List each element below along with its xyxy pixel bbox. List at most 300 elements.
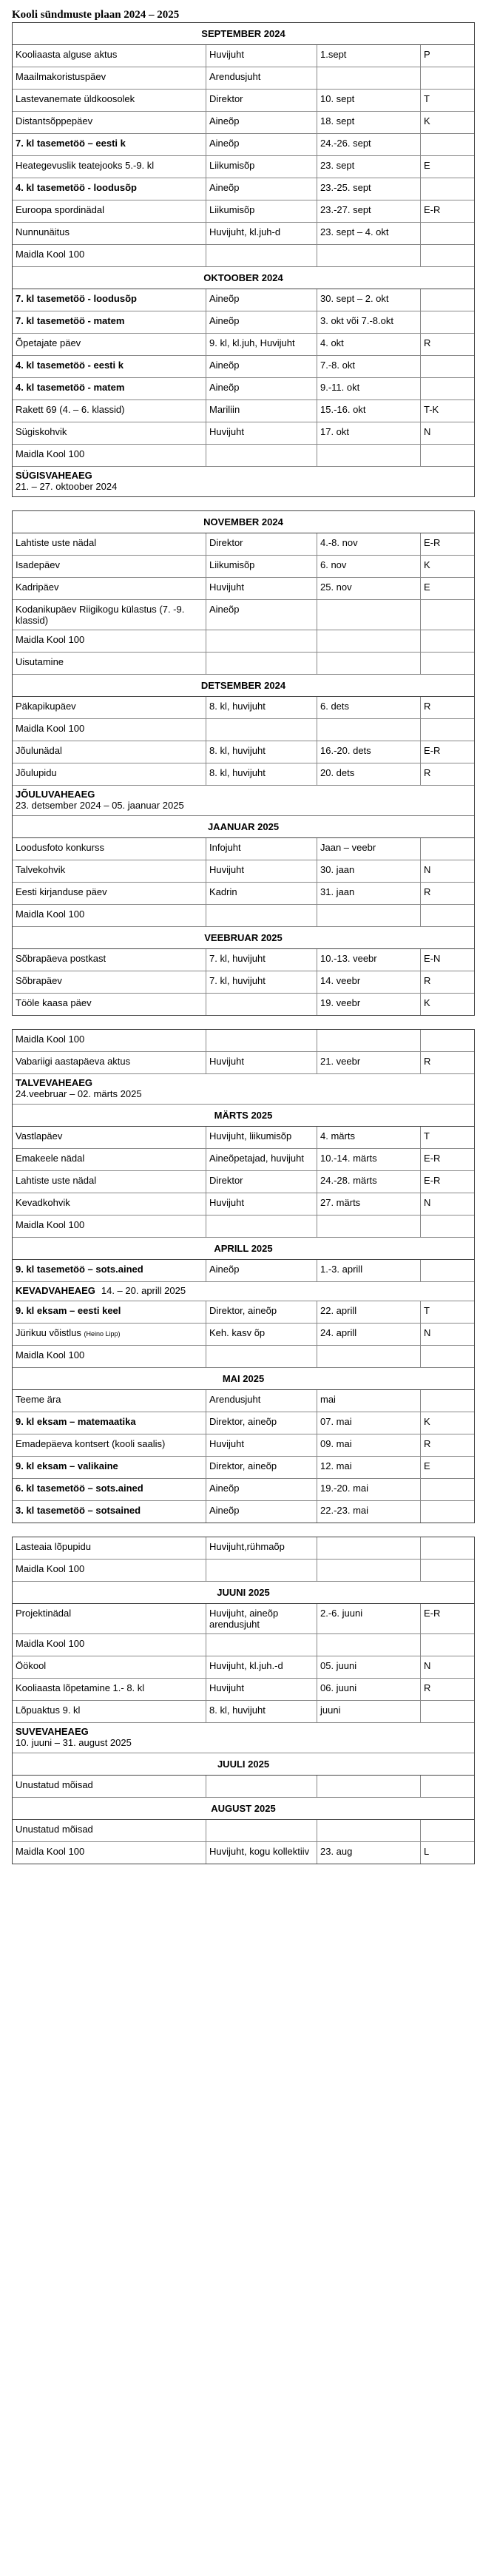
section-gap	[12, 1016, 475, 1029]
event-name: 7. kl tasemetöö - loodusõp	[16, 293, 137, 304]
weekday-cell: L	[424, 1846, 430, 1857]
responsible-cell	[206, 1560, 317, 1581]
responsible-cell: Keh. kasv õp	[206, 1324, 317, 1345]
date-cell: 30. jaan	[317, 860, 421, 882]
weekday-cell	[421, 1776, 474, 1797]
event-name: Kevadkohvik	[16, 1197, 70, 1208]
event-cell	[13, 630, 206, 652]
vacation-title: TALVEVAHEAEG	[16, 1077, 93, 1088]
date-cell: 24. aprill	[317, 1324, 421, 1345]
event-cell	[13, 67, 206, 89]
date-cell	[317, 1215, 421, 1237]
weekday-cell	[421, 1701, 474, 1722]
table-row	[13, 697, 474, 719]
event-name: Projektinädal	[16, 1608, 72, 1619]
event-cell	[13, 1560, 206, 1581]
vacation-dates: 24.veebruar – 02. märts 2025	[16, 1088, 142, 1099]
event-name: 4. kl tasemetöö - matem	[16, 382, 125, 393]
event-name: Õpetajate päev	[16, 337, 81, 348]
responsible-cell: Liikumisõp	[206, 156, 317, 178]
weekday-cell	[421, 905, 474, 926]
event-cell	[13, 422, 206, 444]
responsible-cell: Huvijuht	[206, 860, 317, 882]
weekday-cell: R	[424, 1056, 431, 1067]
table-row	[13, 1412, 474, 1434]
event-name: Kooliaasta lõpetamine 1.- 8. kl	[16, 1682, 145, 1693]
date-cell	[317, 1560, 421, 1581]
event-cell	[13, 1537, 206, 1559]
event-cell	[13, 533, 206, 555]
weekday-cell	[421, 245, 474, 266]
weekday-cell: E-R	[424, 745, 441, 756]
date-cell: 6. dets	[317, 697, 421, 718]
date-cell	[317, 719, 421, 741]
responsible-cell	[206, 719, 317, 741]
date-cell	[317, 1537, 421, 1559]
event-name: Maidla Kool 100	[16, 1034, 85, 1045]
event-name: Maidla Kool 100	[16, 1219, 85, 1230]
weekday-cell: R	[424, 886, 431, 897]
responsible-cell: Huvijuht, aineõp arendusjuht	[206, 1604, 317, 1633]
table-row	[13, 1679, 474, 1701]
weekday-cell: N	[424, 864, 431, 875]
event-name: Kodanikupäev Riigikogu külastus (7. -9. klassid)	[16, 604, 185, 626]
table-row	[13, 653, 474, 675]
table-row	[13, 1052, 474, 1074]
event-cell	[13, 334, 206, 355]
weekday-cell: N	[424, 1197, 431, 1208]
weekday-cell: R	[424, 337, 431, 348]
event-cell	[13, 1052, 206, 1073]
date-cell: 10.-13. veebr	[317, 949, 421, 971]
date-cell: 23.-27. sept	[317, 200, 421, 222]
table-row	[13, 1346, 474, 1368]
event-cell	[13, 378, 206, 399]
table-row	[13, 838, 474, 860]
responsible-cell: Huvijuht, liikumisõp	[206, 1127, 317, 1148]
event-cell	[13, 134, 206, 155]
responsible-cell: Aineõp	[206, 1479, 317, 1500]
weekday-cell: T	[424, 93, 430, 104]
event-name: Maidla Kool 100	[16, 1349, 85, 1361]
event-name: Talvekohvik	[16, 864, 66, 875]
month-header: NOVEMBER 2024	[13, 511, 474, 533]
section-gap	[12, 497, 475, 510]
event-name: 9. kl eksam – matemaatika	[16, 1416, 136, 1427]
responsible-cell: Aineõp	[206, 356, 317, 377]
weekday-cell: T	[424, 1305, 430, 1316]
date-cell: 20. dets	[317, 763, 421, 785]
event-cell	[13, 860, 206, 882]
event-name: Emadepäeva kontsert (kooli saalis)	[16, 1438, 166, 1449]
event-cell	[13, 905, 206, 926]
responsible-cell: Liikumisõp	[206, 556, 317, 577]
event-cell	[13, 949, 206, 971]
weekday-cell	[421, 1634, 474, 1656]
table-row	[13, 741, 474, 763]
table-row	[13, 67, 474, 90]
responsible-cell: 7. kl, huvijuht	[206, 971, 317, 993]
event-name: 9. kl eksam – valikaine	[16, 1460, 118, 1471]
date-cell: 3. okt või 7.-8.okt	[317, 311, 421, 333]
weekday-cell	[421, 719, 474, 741]
table-row	[13, 356, 474, 378]
table-row	[13, 45, 474, 67]
vacation-title: JÕULUVAHEAEG	[16, 789, 95, 800]
weekday-cell: N	[424, 1660, 431, 1671]
event-name: 7. kl tasemetöö - matem	[16, 315, 125, 326]
event-name: 7. kl tasemetöö – eesti k	[16, 138, 126, 149]
responsible-cell: Huvijuht	[206, 1193, 317, 1215]
date-cell: 09. mai	[317, 1434, 421, 1456]
event-name: 6. kl tasemetöö – sots.ained	[16, 1483, 143, 1494]
event-name: Tööle kaasa päev	[16, 997, 92, 1008]
weekday-cell: E	[424, 1460, 430, 1471]
responsible-cell	[206, 905, 317, 926]
event-name: Kooliaasta alguse aktus	[16, 49, 118, 60]
date-cell: 07. mai	[317, 1412, 421, 1434]
weekday-cell: K	[424, 559, 430, 570]
date-cell: 17. okt	[317, 422, 421, 444]
responsible-cell: Aineõp	[206, 289, 317, 311]
event-cell	[13, 1604, 206, 1633]
month-header: AUGUST 2025	[13, 1798, 474, 1820]
weekday-cell: E-R	[424, 1608, 441, 1619]
responsible-cell: 8. kl, huvijuht	[206, 741, 317, 763]
date-cell	[317, 445, 421, 466]
event-cell	[13, 289, 206, 311]
date-cell: 31. jaan	[317, 883, 421, 904]
event-cell	[13, 311, 206, 333]
event-name: Unustatud mõisad	[16, 1824, 93, 1835]
date-cell: 4. okt	[317, 334, 421, 355]
vacation-row	[13, 1074, 474, 1105]
event-cell	[13, 1301, 206, 1323]
date-cell	[317, 67, 421, 89]
event-name: Distantsõppepäev	[16, 115, 93, 127]
table-row	[13, 949, 474, 971]
weekday-cell: T	[424, 1130, 430, 1142]
event-cell	[13, 156, 206, 178]
month-header: OKTOOBER 2024	[13, 267, 474, 289]
vacation-dates: 23. detsember 2024 – 05. jaanuar 2025	[16, 800, 184, 811]
event-name: Uisutamine	[16, 656, 64, 667]
event-name: Maidla Kool 100	[16, 908, 85, 920]
event-name: Päkapikupäev	[16, 701, 76, 712]
event-name: Maidla Kool 100	[16, 249, 85, 260]
table-row	[13, 1560, 474, 1582]
table-row	[13, 1701, 474, 1723]
event-cell	[13, 1171, 206, 1193]
responsible-cell: 7. kl, huvijuht	[206, 949, 317, 971]
event-note: (Heino Lipp)	[84, 1330, 121, 1338]
date-cell: 14. veebr	[317, 971, 421, 993]
table-row	[13, 860, 474, 883]
event-name: 9. kl tasemetöö – sots.ained	[16, 1264, 143, 1275]
weekday-cell: T-K	[424, 404, 439, 415]
event-cell	[13, 1842, 206, 1864]
weekday-cell	[421, 1501, 474, 1523]
responsible-cell: Mariliin	[206, 400, 317, 422]
weekday-cell: E-R	[424, 1175, 441, 1186]
weekday-cell: E-R	[424, 204, 441, 215]
table-row	[13, 1604, 474, 1634]
weekday-cell	[421, 311, 474, 333]
responsible-cell: Kadrin	[206, 883, 317, 904]
date-cell: 23. sept	[317, 156, 421, 178]
table-row	[13, 1324, 474, 1346]
event-cell	[13, 1260, 206, 1281]
table-row	[13, 1842, 474, 1864]
weekday-cell	[421, 445, 474, 466]
responsible-cell: 8. kl, huvijuht	[206, 697, 317, 718]
event-cell	[13, 1412, 206, 1434]
event-name: Isadepäev	[16, 559, 60, 570]
table-row	[13, 1171, 474, 1193]
table-row	[13, 134, 474, 156]
date-cell	[317, 905, 421, 926]
table-row	[13, 1301, 474, 1324]
table-row	[13, 1030, 474, 1052]
event-cell	[13, 445, 206, 466]
responsible-cell: Huvijuht	[206, 1679, 317, 1700]
weekday-cell: R	[424, 1438, 431, 1449]
event-cell	[13, 1634, 206, 1656]
responsible-cell: Arendusjuht	[206, 1390, 317, 1412]
date-cell: 30. sept – 2. okt	[317, 289, 421, 311]
responsible-cell: Direktor, aineõp	[206, 1412, 317, 1434]
weekday-cell: E	[424, 160, 430, 171]
event-name: 3. kl tasemetöö – sotsained	[16, 1505, 141, 1516]
event-cell	[13, 994, 206, 1015]
event-name: Vastlapäev	[16, 1130, 63, 1142]
event-name: Vabariigi aastapäeva aktus	[16, 1056, 131, 1067]
responsible-cell	[206, 1346, 317, 1367]
responsible-cell: Aineõp	[206, 1260, 317, 1281]
responsible-cell: Direktor, aineõp	[206, 1457, 317, 1478]
date-cell: 19. veebr	[317, 994, 421, 1015]
table-row	[13, 178, 474, 200]
table-row	[13, 1457, 474, 1479]
weekday-cell: K	[424, 997, 430, 1008]
event-name: Lasteaia lõpupidu	[16, 1541, 91, 1552]
table-row	[13, 223, 474, 245]
event-cell	[13, 1457, 206, 1478]
event-name: Maidla Kool 100	[16, 634, 85, 645]
table-row	[13, 311, 474, 334]
weekday-cell	[421, 653, 474, 674]
event-name: 4. kl tasemetöö - eesti k	[16, 360, 124, 371]
date-cell: 23.-25. sept	[317, 178, 421, 200]
date-cell: 21. veebr	[317, 1052, 421, 1073]
table-row	[13, 971, 474, 994]
vacation-row	[13, 786, 474, 816]
weekday-cell	[421, 630, 474, 652]
table-row	[13, 422, 474, 445]
responsible-cell: Huvijuht	[206, 1434, 317, 1456]
date-cell: 1.sept	[317, 45, 421, 67]
responsible-cell: Arendusjuht	[206, 67, 317, 89]
table-row	[13, 1820, 474, 1842]
event-cell	[13, 400, 206, 422]
date-cell: 6. nov	[317, 556, 421, 577]
date-cell: 25. nov	[317, 578, 421, 599]
responsible-cell: Aineõpetajad, huvijuht	[206, 1149, 317, 1170]
responsible-cell: Infojuht	[206, 838, 317, 860]
event-name: Loodusfoto konkurss	[16, 842, 104, 853]
event-name: Jõulupidu	[16, 767, 57, 778]
responsible-cell	[206, 1776, 317, 1797]
event-cell	[13, 600, 206, 630]
weekday-cell	[421, 1215, 474, 1237]
responsible-cell	[206, 653, 317, 674]
date-cell: 23. aug	[317, 1842, 421, 1864]
event-cell	[13, 578, 206, 599]
event-cell	[13, 1820, 206, 1841]
responsible-cell: Direktor	[206, 533, 317, 555]
table-row	[13, 156, 474, 178]
responsible-cell: Huvijuht,rühmaõp	[206, 1537, 317, 1559]
event-cell	[13, 1501, 206, 1523]
table-row	[13, 1127, 474, 1149]
table-row	[13, 334, 474, 356]
event-cell	[13, 90, 206, 111]
responsible-cell	[206, 1030, 317, 1051]
weekday-cell	[421, 1560, 474, 1581]
event-name: Sügiskohvik	[16, 426, 67, 437]
event-cell	[13, 1434, 206, 1456]
table-row	[13, 378, 474, 400]
responsible-cell: Huvijuht	[206, 422, 317, 444]
table-row	[13, 1776, 474, 1798]
event-name: Nunnunäitus	[16, 226, 70, 237]
event-name: Maailmakoristuspäev	[16, 71, 107, 82]
table-row	[13, 763, 474, 786]
event-cell	[13, 1346, 206, 1367]
event-name: Maidla Kool 100	[16, 448, 85, 459]
weekday-cell: N	[424, 1327, 431, 1338]
page-title: Kooli sündmuste plaan 2024 – 2025	[12, 9, 180, 21]
table-row	[13, 600, 474, 630]
responsible-cell: Huvijuht, kogu kollektiiv	[206, 1842, 317, 1864]
event-cell	[13, 1479, 206, 1500]
weekday-cell: R	[424, 1682, 431, 1693]
responsible-cell: Aineõp	[206, 178, 317, 200]
responsible-cell: Huvijuht	[206, 578, 317, 599]
table-row	[13, 630, 474, 653]
event-name: Unustatud mõisad	[16, 1779, 93, 1790]
event-cell	[13, 1030, 206, 1051]
responsible-cell: Aineõp	[206, 378, 317, 399]
date-cell	[317, 1776, 421, 1797]
vacation-title: KEVADVAHEAEG	[16, 1285, 95, 1296]
responsible-cell: Liikumisõp	[206, 200, 317, 222]
event-name: Maidla Kool 100	[16, 723, 85, 734]
responsible-cell	[206, 630, 317, 652]
weekday-cell	[421, 134, 474, 155]
weekday-cell: E-R	[424, 1153, 441, 1164]
event-name: Emakeele nädal	[16, 1153, 85, 1164]
event-name: Maidla Kool 100	[16, 1846, 85, 1857]
date-cell: 22. aprill	[317, 1301, 421, 1323]
table-row	[13, 556, 474, 578]
event-name: Rakett 69 (4. – 6. klassid)	[16, 404, 125, 415]
date-cell: 15.-16. okt	[317, 400, 421, 422]
event-name: Maidla Kool 100	[16, 1563, 85, 1574]
event-cell	[13, 1149, 206, 1170]
event-name: Jõulunädal	[16, 745, 62, 756]
table-row	[13, 1501, 474, 1523]
event-name: 9. kl eksam – eesti keel	[16, 1305, 121, 1316]
responsible-cell: Direktor	[206, 1171, 317, 1193]
date-cell: 16.-20. dets	[317, 741, 421, 763]
plan-section	[12, 22, 475, 497]
date-cell: 4. märts	[317, 1127, 421, 1148]
date-cell: 05. juuni	[317, 1656, 421, 1678]
event-cell	[13, 356, 206, 377]
event-cell	[13, 45, 206, 67]
event-cell	[13, 223, 206, 244]
event-name: Lahtiste uste nädal	[16, 1175, 97, 1186]
event-cell	[13, 883, 206, 904]
responsible-cell	[206, 994, 317, 1015]
vacation-row	[13, 1282, 474, 1301]
event-cell	[13, 719, 206, 741]
weekday-cell: K	[424, 1416, 430, 1427]
weekday-cell	[421, 378, 474, 399]
weekday-cell	[421, 1537, 474, 1559]
event-cell	[13, 200, 206, 222]
table-row	[13, 1434, 474, 1457]
event-cell	[13, 1215, 206, 1237]
event-name: Jürikuu võistlus	[16, 1327, 81, 1338]
weekday-cell: P	[424, 49, 430, 60]
date-cell: 24.-28. märts	[317, 1171, 421, 1193]
plan-section	[12, 510, 475, 1016]
table-row	[13, 533, 474, 556]
event-cell	[13, 763, 206, 785]
table-row	[13, 719, 474, 741]
responsible-cell: Aineõp	[206, 600, 317, 630]
event-name: Sõbrapäev	[16, 975, 62, 986]
table-row	[13, 445, 474, 467]
weekday-cell	[421, 838, 474, 860]
event-cell	[13, 697, 206, 718]
weekday-cell	[421, 1820, 474, 1841]
weekday-cell: R	[424, 767, 431, 778]
date-cell	[317, 630, 421, 652]
date-cell: 1.-3. aprill	[317, 1260, 421, 1281]
date-cell: 9.-11. okt	[317, 378, 421, 399]
month-header: MAI 2025	[13, 1368, 474, 1390]
event-cell	[13, 1679, 206, 1700]
month-header: APRILL 2025	[13, 1238, 474, 1260]
responsible-cell: Aineõp	[206, 1501, 317, 1523]
table-row	[13, 1634, 474, 1656]
table-row	[13, 1537, 474, 1560]
date-cell: 27. märts	[317, 1193, 421, 1215]
responsible-cell: Aineõp	[206, 112, 317, 133]
event-cell	[13, 653, 206, 674]
weekday-cell	[421, 1346, 474, 1367]
responsible-cell: 8. kl, huvijuht	[206, 1701, 317, 1722]
responsible-cell: Direktor	[206, 90, 317, 111]
vacation-row	[13, 1723, 474, 1753]
date-cell	[317, 245, 421, 266]
event-cell	[13, 1324, 206, 1345]
weekday-cell	[421, 1260, 474, 1281]
weekday-cell: R	[424, 975, 431, 986]
